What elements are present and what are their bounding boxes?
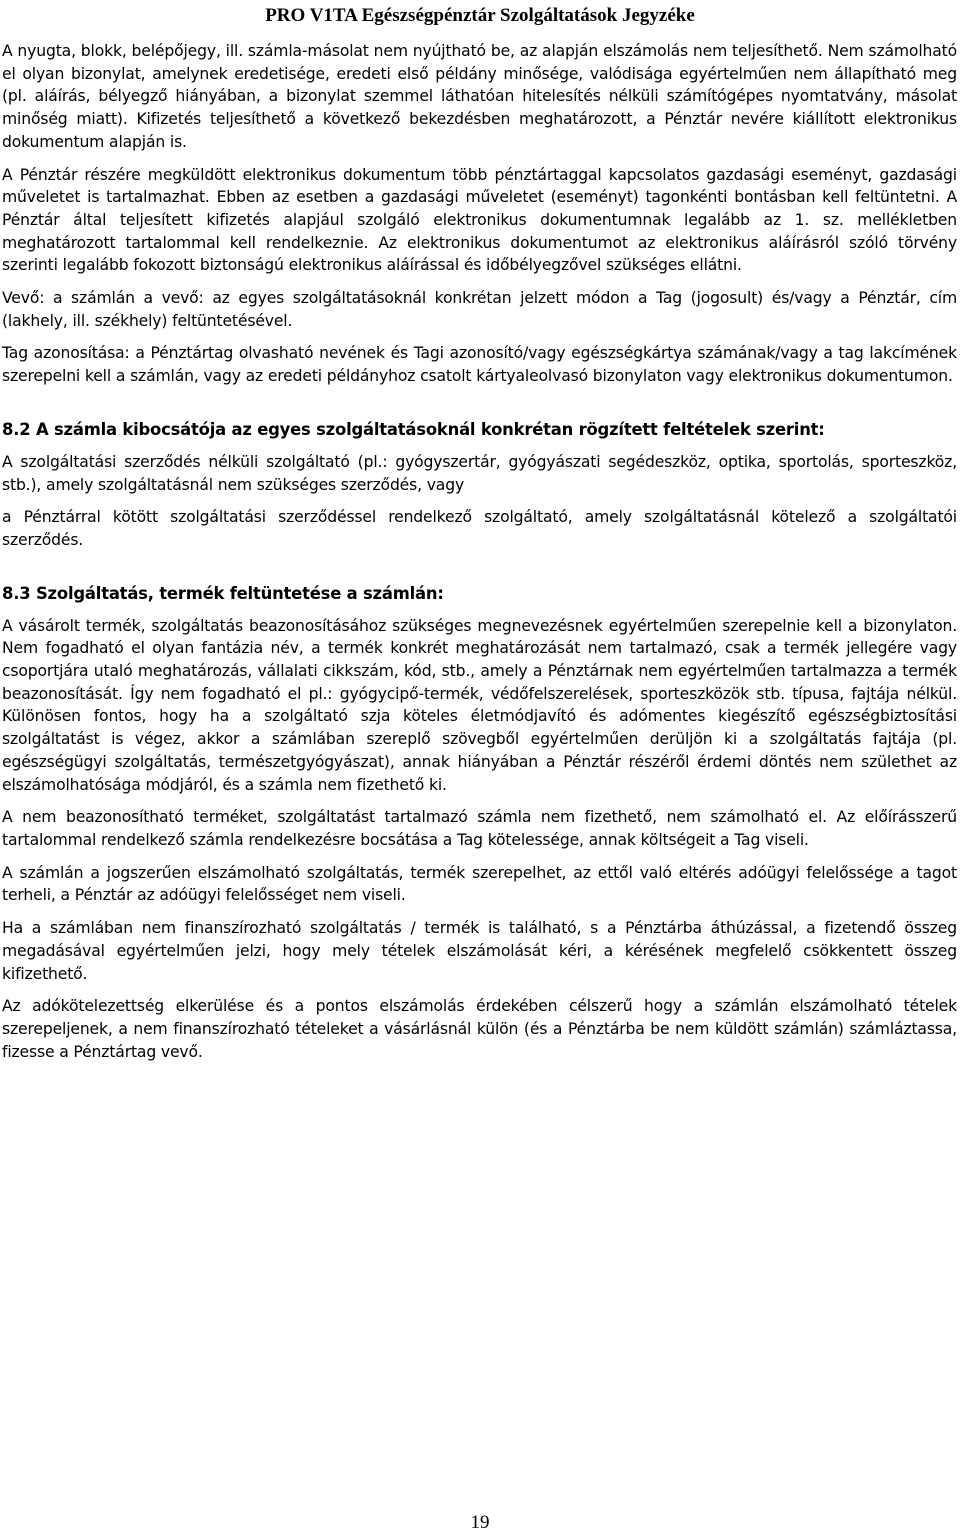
page-number: 19 [470,1512,490,1533]
paragraph-tax-responsibility: A számlán a jogszerűen elszámolható szolgáltatás, termék szerepelhet, az ettől való eltérés adóügyi felelőssége a tagot terheli, a Pénztár az adóügyi felelősséget nem viseli. [2,863,957,905]
paragraph-member-identification: Tag azonosítása: a Pénztártag olvasható nevének és Tagi azonosító/vagy egészségkártya számának/vagy a tag lakcímének szerepelni kell a számlán, vagy az eredeti példányhoz csatolt kártyaleolvasó bizonylaton vagy elektronikus dokumentumon. [2,344,957,386]
section-heading-8-3 [2,582,957,605]
paragraph-tax-avoidance: Az adókötelezettség elkerülése és a pontos elszámolás érdekében célszerű hogy a számlán elszámolható tételek szerepeljenek, a nem finanszírozható tételeket a vásárlásnál külön (és a Pénztárba be nem küldött számlán) számláztassa, fizesse a Pénztártag vevő. [2,997,957,1061]
running-header: PRO V1TA Egészségpénztár Szolgáltatások Jegyzéke [265,5,695,26]
paragraph-provider-without-contract: A szolgáltatási szerződés nélküli szolgáltató (pl.: gyógyszertár, gyógyászati segédeszköz, optika, sportolás, sporteszköz, stb.), amely szolgáltatásnál nem szükséges szerződés, vagy [2,452,957,494]
section-heading-8-2 [2,418,957,441]
paragraph-electronic-document: A Pénztár részére megküldött elektronikus dokumentum több pénztártaggal kapcsolatos gazdasági eseményt, gazdasági műveletet is tartalmazhat. Ebben az esetben a gazdasági műveletet (eseményt) tagonkénti bontásban kell feltüntetni. A Pénztár által teljesített kifizetés alapjául szolgáló elektronikus dokumentumnak legalább az 1. sz. mellékletben meghatározott tartalommal kell rendelkeznie. Az elektronikus dokumentumot az elektronikus aláírásról szóló törvény szerinti legalább fokozott biztonságú elektronikus aláírással és időbélyegzővel szükséges ellátni. [2,165,957,275]
page-content [2,40,957,1073]
section-title: A számla kibocsátója az egyes szolgáltatásoknál konkrétan rögzített feltételek szerint: [35,419,825,439]
section-number: 8.3 [2,583,31,603]
paragraph-provider-with-contract: a Pénztárral kötött szolgáltatási szerződéssel rendelkező szolgáltató, amely szolgáltatásnál kötelező a szolgáltatói szerződés. [2,508,957,549]
section-title: Szolgáltatás, termék feltüntetése a számlán: [35,583,444,603]
paragraph-product-identification: A vásárolt termék, szolgáltatás beazonosításához szükséges megnevezésnek egyértelműen szerepelnie kell a bizonylaton. Nem fogadható el olyan fantázia név, a termék konkrét meghatározását nem tartalmazó, csak a termék jellegére vagy csoportjára utaló meghatározás, vállalati cikkszám, kód, stb., amely a Pénztárnak nem egyértelműen tartalmazza a termék beazonosítását. Így nem fogadható el pl.: gyógycipő-termék, védőfelszerelések, sporteszközök stb. típusa, fajtája nélkül. Különösen fontos, hogy ha a szolgáltató szja köteles életmódjavító és adómentes kiegészítő egészségbiztosítási szolgáltatást is végez, akkor a számlában szereplő szövegből egyértelműen derüljön ki a szolgáltatás fajtája (pl. egészségügyi szolgáltatás, természetgyógyászat), annak hiányában a Pénztár részéről érdemi döntés nem születhet az elszámolhatósága módjáról, és a számla nem fizethető ki. [2,616,957,794]
paragraph-unidentifiable-product: A nem beazonosítható terméket, szolgáltatást tartalmazó számla nem fizethető, nem számolható el. Az előírásszerű tartalommal rendelkező számla rendelkezésre bocsátása a Tag kötelessége, annak költségeit a Tag viseli. [2,808,957,849]
paragraph-non-financeable-items: Ha a számlában nem finanszírozható szolgáltatás / termék is található, s a Pénztárba áthúzással, a fizetendő összeg megadásával egyértelműen jelzi, hogy mely tételek elszámolását kéri, a kérésének megfelelő csökkentett összeg kifizethető. [2,919,957,983]
section-number: 8.2 [2,419,31,439]
paragraph-buyer: Vevő: a számlán a vevő: az egyes szolgáltatásoknál konkrétan jelzett módon a Tag (jogosult) és/vagy a Pénztár, cím (lakhely, ill. székhely) feltüntetésével. [2,289,957,330]
paragraph-receipt-rules: A nyugta, blokk, belépőjegy, ill. számla-másolat nem nyújtható be, az alapján elszámolás nem teljesíthető. Nem számolható el olyan bizonylat, amelynek eredetisége, eredeti első példány minősége, valódisága egyértelműen nem állapítható meg (pl. aláírás, bélyegző hiányában, a bizonylat szemmel láthatóan hitelesítés nélküli számítógépes nyomtatvány, másolat minőség miatt). Kifizetés teljesíthető a következő bekezdésben meghatározott, a Pénztár nevére kiállított elektronikus dokumentum alapján is. [2,42,957,151]
